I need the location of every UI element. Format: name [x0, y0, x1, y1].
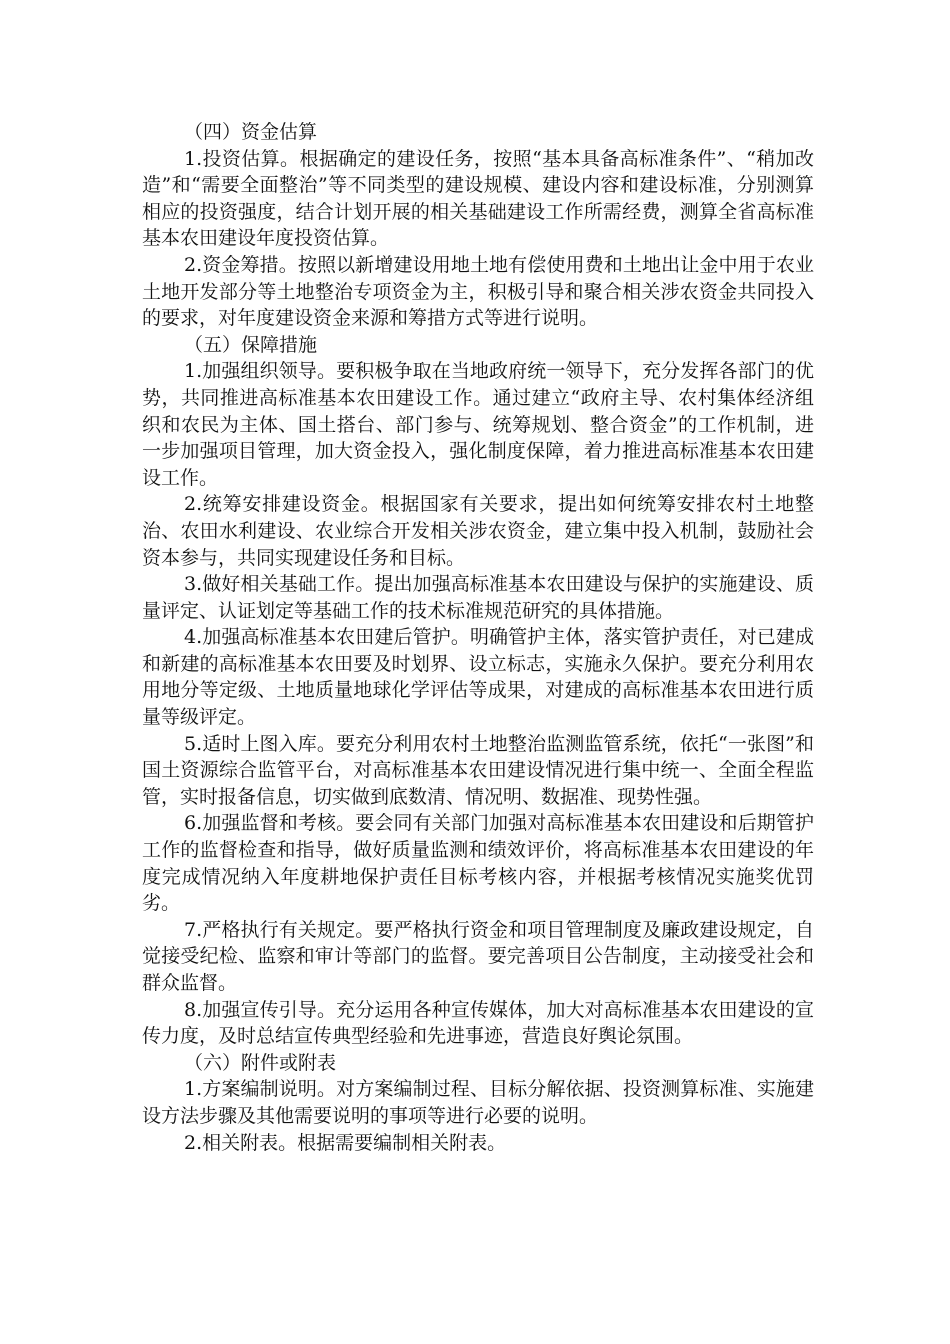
- paragraph: 1.加强组织领导。要积极争取在当地政府统一领导下，充分发挥各部门的优势，共同推进高标准基本农田建设工作。通过建立“政府主导、农村集体经济组织和农民为主体、国土搭台、部门参与、统筹规划、整合资金”的工作机制，进一步加强项目管理，加大资金投入，强化制度保障，着力推进高标准基本农田建设工作。: [142, 360, 814, 489]
- paragraph: 2.统筹安排建设资金。根据国家有关要求，提出如何统筹安排农村土地整治、农田水利建设、农业综合开发相关涉农资金，建立集中投入机制，鼓励社会资本参与，共同实现建设任务和目标。: [142, 493, 814, 569]
- section-heading: （四）资金估算: [184, 121, 318, 143]
- section-safeguard-measures: [142, 332, 814, 1050]
- paragraph: 1.方案编制说明。对方案编制过程、目标分解依据、投资测算标准、实施建设方法步骤及其他需要说明的事项等进行必要的说明。: [142, 1078, 814, 1127]
- section-attachments: [142, 1050, 814, 1156]
- document-body: [142, 119, 814, 1156]
- paragraph: 1.投资估算。根据确定的建设任务，按照“基本具备高标准条件”、“稍加改造”和“需要全面整治”等不同类型的建设规模、建设内容和建设标准，分别测算相应的投资强度，结合计划开展的相关基础建设工作所需经费，测算全省高标准基本农田建设年度投资估算。: [142, 147, 814, 250]
- section-funding-estimate: [142, 119, 814, 332]
- paragraph: 5.适时上图入库。要充分利用农村土地整治监测监管系统，依托“一张图”和国土资源综合监管平台，对高标准基本农田建设情况进行集中统一、全面全程监管，实时报备信息，切实做到底数清、情况明、数据准、现势性强。: [142, 732, 814, 808]
- paragraph: 3.做好相关基础工作。提出加强高标准基本农田建设与保护的实施建设、质量评定、认证划定等基础工作的技术标准规范研究的具体措施。: [142, 573, 814, 622]
- paragraph: 7.严格执行有关规定。要严格执行资金和项目管理制度及廉政建设规定，自觉接受纪检、监察和审计等部门的监督。要完善项目公告制度，主动接受社会和群众监督。: [142, 918, 814, 994]
- paragraph: 2.相关附表。根据需要编制相关附表。: [184, 1131, 507, 1154]
- paragraph: 8.加强宣传引导。充分运用各种宣传媒体，加大对高标准基本农田建设的宣传力度，及时总结宣传典型经验和先进事迹，营造良好舆论氛围。: [142, 998, 814, 1048]
- section-heading: （五）保障措施: [184, 333, 318, 356]
- paragraph: 6.加强监督和考核。要会同有关部门加强对高标准基本农田建设和后期管护工作的监督检查和指导，做好质量监测和绩效评价，将高标准基本农田建设的年度完成情况纳入年度耕地保护责任目标考核内容，并根据考核情况实施奖优罚劣。: [142, 812, 814, 915]
- paragraph: 2.资金筹措。按照以新增建设用地土地有偿使用费和土地出让金中用于农业土地开发部分等土地整治专项资金为主，积极引导和聚合相关涉农资金共同投入的要求，对年度建设资金来源和筹措方式等进行说明。: [142, 253, 814, 330]
- paragraph: 4.加强高标准基本农田建后管护。明确管护主体，落实管护责任，对已建成和新建的高标准基本农田要及时划界、设立标志，实施永久保护。要充分利用农用地分等定级、土地质量地球化学评估等成果，对建成的高标准基本农田进行质量等级评定。: [142, 626, 814, 729]
- section-heading: （六）附件或附表: [184, 1051, 337, 1074]
